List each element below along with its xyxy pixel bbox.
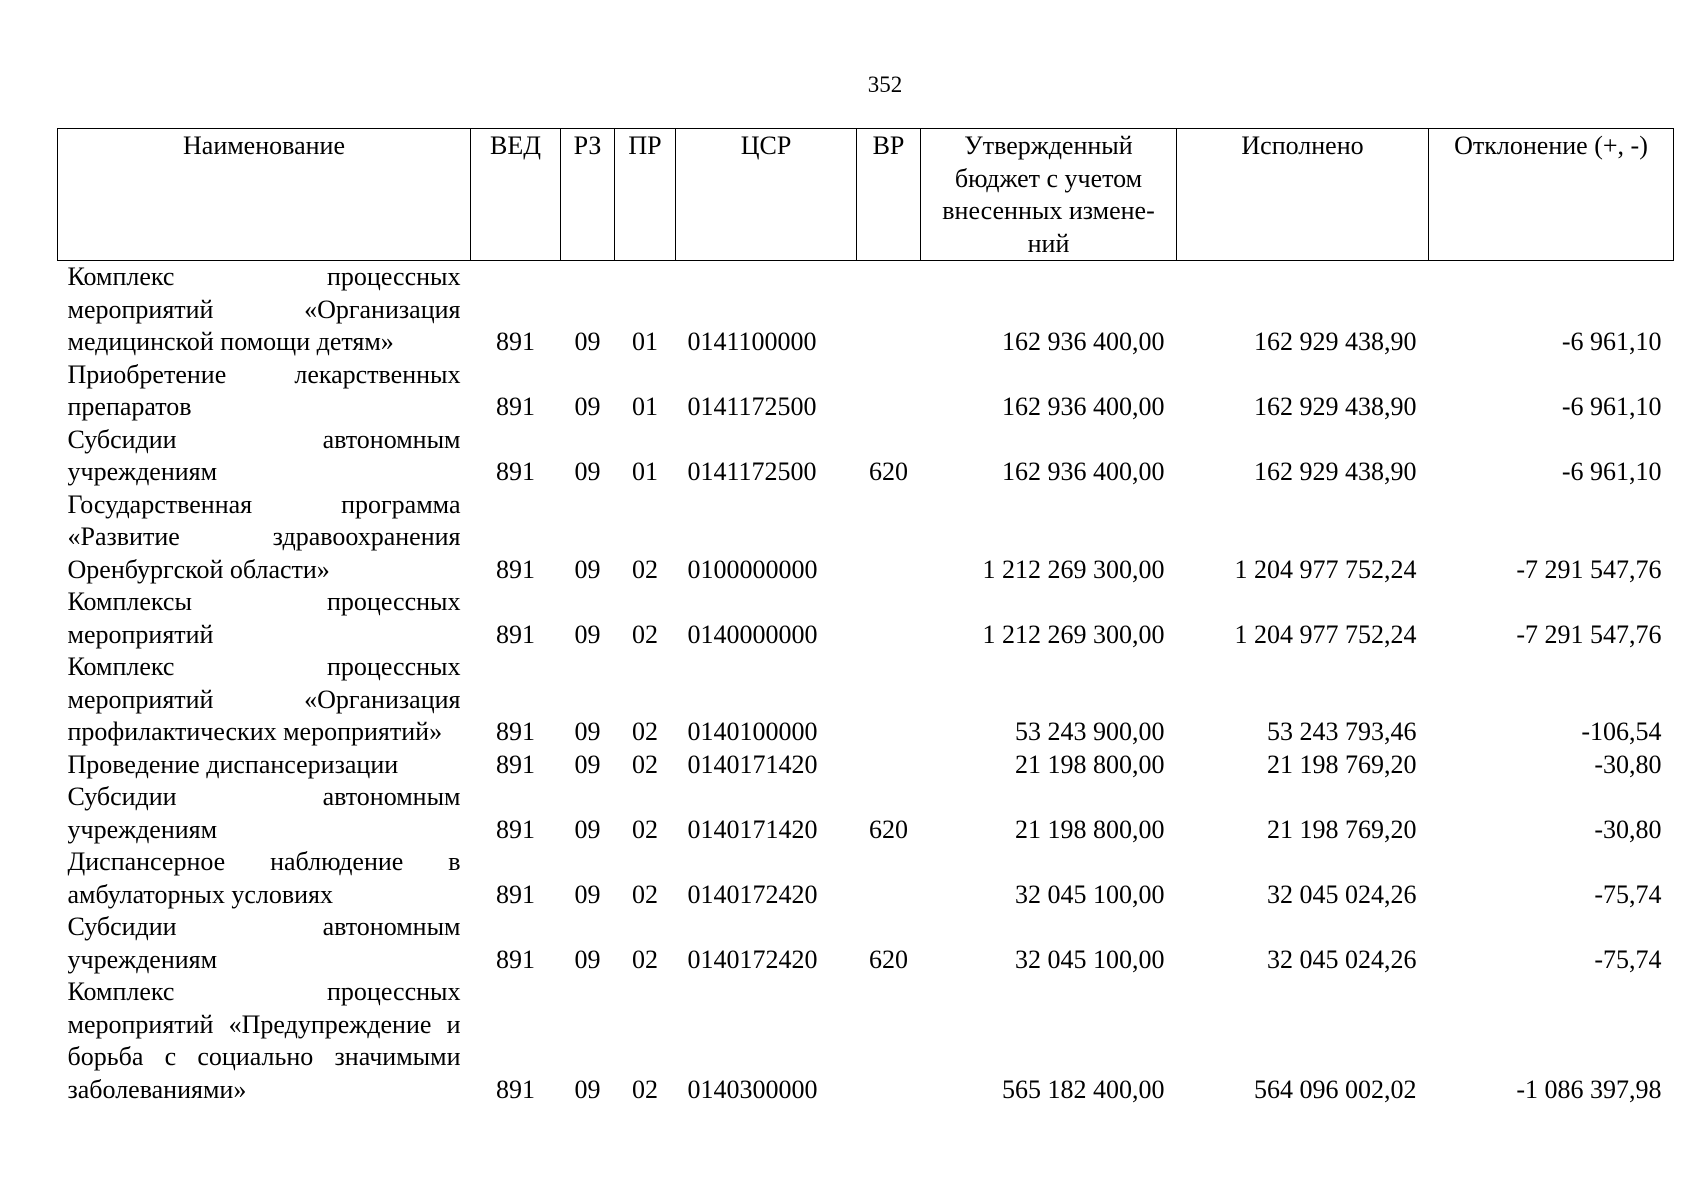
cell-approved: 162 936 400,00 bbox=[1002, 457, 1165, 486]
cell-ved: 891 bbox=[496, 619, 535, 649]
cell-ved: 891 bbox=[496, 879, 535, 909]
cell-csr: 0140171420 bbox=[687, 814, 818, 844]
cell-rz: 09 bbox=[574, 879, 601, 909]
cell-executed: 1 204 977 752,24 bbox=[1234, 554, 1417, 584]
cell-approved: 1 212 269 300,00 bbox=[982, 554, 1165, 584]
header-rz: РЗ bbox=[561, 129, 615, 261]
cell-approved: 21 198 800,00 bbox=[1015, 749, 1165, 779]
cell-pr: 02 bbox=[632, 619, 658, 649]
cell-executed: 32 045 024,26 bbox=[1267, 944, 1417, 974]
cell-rz: 09 bbox=[574, 327, 601, 356]
cell-approved: 1 212 269 300,00 bbox=[982, 619, 1165, 649]
cell-name: Комплексы процессных мероприятий bbox=[67, 587, 461, 649]
cell-rz: 09 bbox=[574, 814, 601, 844]
cell-name: Диспансерное наблюдение в амбулаторных условиях bbox=[67, 847, 461, 909]
cell-executed: 162 929 438,90 bbox=[1254, 327, 1417, 356]
cell-rz: 09 bbox=[574, 749, 601, 779]
cell-csr: 0100000000 bbox=[687, 554, 818, 584]
header-ved: ВЕД bbox=[471, 129, 561, 261]
cell-csr: 0140000000 bbox=[687, 619, 818, 649]
cell-deviation: -30,80 bbox=[1594, 814, 1662, 844]
cell-vr: 620 bbox=[869, 944, 908, 974]
budget-execution-table bbox=[57, 128, 1674, 1106]
table-header-row bbox=[58, 129, 1674, 261]
cell-deviation: -7 291 547,76 bbox=[1516, 619, 1662, 649]
cell-approved: 162 936 400,00 bbox=[1002, 327, 1165, 356]
table-row bbox=[58, 586, 1674, 651]
cell-csr: 0141172500 bbox=[687, 392, 817, 421]
cell-rz: 09 bbox=[574, 1074, 601, 1104]
cell-pr: 02 bbox=[632, 944, 658, 974]
cell-executed: 21 198 769,20 bbox=[1267, 814, 1417, 844]
table-row bbox=[58, 781, 1674, 846]
cell-deviation: -6 961,10 bbox=[1561, 392, 1662, 421]
cell-deviation: -6 961,10 bbox=[1561, 327, 1662, 356]
cell-pr: 01 bbox=[632, 327, 658, 356]
table-row bbox=[58, 911, 1674, 976]
cell-rz: 09 bbox=[574, 554, 601, 584]
cell-name: Государственная программа «Развитие здравоохранения Оренбургской области» bbox=[67, 489, 461, 584]
header-vr: ВР bbox=[857, 129, 921, 261]
cell-name: Субсидии автономным учреждениям bbox=[67, 912, 461, 974]
cell-csr: 0140172420 bbox=[687, 879, 818, 909]
cell-vr bbox=[857, 586, 921, 651]
header-name: Наименование bbox=[58, 129, 471, 261]
cell-deviation: -6 961,10 bbox=[1561, 457, 1662, 486]
cell-vr bbox=[857, 749, 921, 782]
cell-approved: 32 045 100,00 bbox=[1015, 944, 1165, 974]
cell-ved: 891 bbox=[496, 944, 535, 974]
cell-vr bbox=[857, 261, 921, 359]
header-executed: Исполнено bbox=[1177, 129, 1429, 261]
table-row bbox=[58, 359, 1674, 424]
cell-vr bbox=[857, 489, 921, 587]
cell-rz: 09 bbox=[574, 392, 601, 421]
cell-rz: 09 bbox=[574, 619, 601, 649]
header-deviation: Отклонение (+, -) bbox=[1429, 129, 1674, 261]
cell-csr: 0141100000 bbox=[687, 327, 817, 356]
cell-vr: 620 bbox=[869, 814, 908, 844]
cell-rz: 09 bbox=[574, 944, 601, 974]
header-approved: Утвержденный бюджет с учетом внесенных измене-ний bbox=[921, 129, 1177, 261]
cell-pr: 01 bbox=[632, 457, 658, 486]
cell-executed: 162 929 438,90 bbox=[1254, 392, 1417, 421]
cell-name: Комплекс процессных мероприятий «Организация профилактических мероприятий» bbox=[67, 652, 461, 746]
cell-csr: 0140100000 bbox=[687, 717, 818, 746]
cell-csr: 0140172420 bbox=[687, 944, 818, 974]
cell-ved: 891 bbox=[496, 457, 535, 486]
cell-rz: 09 bbox=[574, 717, 601, 746]
cell-approved: 21 198 800,00 bbox=[1015, 814, 1165, 844]
header-csr: ЦСР bbox=[676, 129, 857, 261]
cell-pr: 02 bbox=[632, 554, 658, 584]
cell-rz: 09 bbox=[574, 457, 601, 486]
cell-vr bbox=[857, 976, 921, 1106]
cell-name: Субсидии автономным учреждениям bbox=[67, 424, 461, 486]
cell-executed: 162 929 438,90 bbox=[1254, 457, 1417, 486]
cell-deviation: -75,74 bbox=[1594, 944, 1662, 974]
cell-pr: 02 bbox=[632, 1074, 658, 1104]
cell-ved: 891 bbox=[496, 554, 535, 584]
cell-deviation: -75,74 bbox=[1594, 879, 1662, 909]
header-pr: ПР bbox=[615, 129, 676, 261]
page-number: 352 bbox=[867, 72, 903, 97]
cell-ved: 891 bbox=[496, 749, 535, 779]
cell-deviation: -1 086 397,98 bbox=[1516, 1074, 1662, 1104]
table-row bbox=[58, 424, 1674, 489]
cell-executed: 21 198 769,20 bbox=[1267, 749, 1417, 779]
cell-csr: 0140171420 bbox=[687, 749, 818, 779]
cell-name: Проведение диспансеризации bbox=[67, 749, 399, 779]
table-row bbox=[58, 261, 1674, 359]
cell-deviation: -30,80 bbox=[1594, 749, 1662, 779]
cell-approved: 32 045 100,00 bbox=[1015, 879, 1165, 909]
cell-executed: 53 243 793,46 bbox=[1267, 717, 1417, 746]
cell-pr: 02 bbox=[632, 879, 658, 909]
cell-deviation: -7 291 547,76 bbox=[1516, 554, 1662, 584]
cell-pr: 02 bbox=[632, 814, 658, 844]
cell-vr: 620 bbox=[869, 457, 908, 486]
cell-ved: 891 bbox=[496, 1074, 535, 1104]
cell-approved: 162 936 400,00 bbox=[1002, 392, 1165, 421]
cell-approved: 565 182 400,00 bbox=[1002, 1074, 1165, 1104]
table-row bbox=[58, 976, 1674, 1106]
cell-pr: 02 bbox=[632, 749, 658, 779]
cell-name: Субсидии автономным учреждениям bbox=[67, 782, 461, 844]
cell-vr bbox=[857, 359, 921, 424]
cell-approved: 53 243 900,00 bbox=[1015, 717, 1165, 746]
cell-csr: 0140300000 bbox=[687, 1074, 818, 1104]
cell-executed: 1 204 977 752,24 bbox=[1234, 619, 1417, 649]
cell-ved: 891 bbox=[496, 327, 535, 356]
cell-vr bbox=[857, 846, 921, 911]
cell-name: Комплекс процессных мероприятий «Предупреждение и борьба с социально значимыми заболеваниями» bbox=[67, 977, 461, 1104]
table-row bbox=[58, 489, 1674, 587]
table-row bbox=[58, 749, 1674, 782]
cell-executed: 564 096 002,02 bbox=[1254, 1074, 1417, 1104]
cell-pr: 01 bbox=[632, 392, 658, 421]
cell-executed: 32 045 024,26 bbox=[1267, 879, 1417, 909]
cell-pr: 02 bbox=[632, 717, 658, 746]
cell-deviation: -106,54 bbox=[1581, 717, 1662, 746]
table-row bbox=[58, 846, 1674, 911]
table-row bbox=[58, 651, 1674, 749]
cell-ved: 891 bbox=[496, 717, 535, 746]
cell-ved: 891 bbox=[496, 814, 535, 844]
cell-name: Комплекс процессных мероприятий «Организация медицинской помощи детям» bbox=[67, 262, 461, 356]
cell-csr: 0141172500 bbox=[687, 457, 817, 486]
cell-name: Приобретение лекарственных препаратов bbox=[67, 359, 461, 421]
cell-ved: 891 bbox=[496, 392, 535, 421]
cell-vr bbox=[857, 651, 921, 749]
